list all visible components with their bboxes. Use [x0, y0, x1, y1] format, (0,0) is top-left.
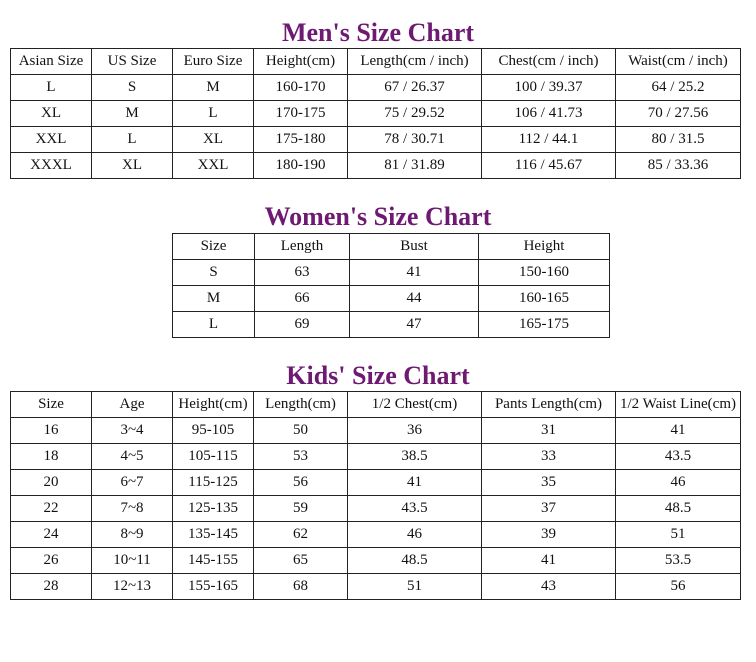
table-cell: 180-190 [254, 153, 348, 179]
table-cell: S [92, 75, 173, 101]
table-cell: 4~5 [92, 444, 173, 470]
table-cell: 135-145 [173, 522, 254, 548]
table-cell: 28 [11, 574, 92, 600]
table-cell: 10~11 [92, 548, 173, 574]
table-cell: 112 / 44.1 [482, 127, 616, 153]
table-row [11, 75, 741, 101]
table-row [11, 548, 741, 574]
women-size-table [172, 233, 610, 338]
table-row [173, 260, 610, 286]
table-cell: 95-105 [173, 418, 254, 444]
table-cell: 26 [11, 548, 92, 574]
table-cell: 56 [616, 574, 741, 600]
table-cell: 69 [255, 312, 350, 338]
table-cell: 145-155 [173, 548, 254, 574]
table-cell: 46 [616, 470, 741, 496]
kids-size-chart-title: Kids' Size Chart [286, 361, 470, 390]
table-cell: 18 [11, 444, 92, 470]
table-cell: 160-165 [479, 286, 610, 312]
table-cell: 44 [350, 286, 479, 312]
table-cell: 31 [482, 418, 616, 444]
column-header: Asian Size [11, 49, 92, 75]
column-header: Height(cm) [173, 392, 254, 418]
table-cell: 85 / 33.36 [616, 153, 741, 179]
table-cell: 68 [254, 574, 348, 600]
table-cell: 62 [254, 522, 348, 548]
table-cell: 53 [254, 444, 348, 470]
table-cell: XL [11, 101, 92, 127]
table-cell: 100 / 39.37 [482, 75, 616, 101]
column-header: Size [173, 234, 255, 260]
table-cell: 22 [11, 496, 92, 522]
table-cell: 56 [254, 470, 348, 496]
table-cell: 125-135 [173, 496, 254, 522]
table-cell: 75 / 29.52 [348, 101, 482, 127]
table-cell: 66 [255, 286, 350, 312]
column-header: US Size [92, 49, 173, 75]
table-row [11, 470, 741, 496]
kids-size-table [10, 391, 741, 600]
men-header-row [11, 49, 741, 75]
table-cell: 36 [348, 418, 482, 444]
table-row [173, 312, 610, 338]
table-cell: 41 [616, 418, 741, 444]
table-cell: 160-170 [254, 75, 348, 101]
table-cell: 20 [11, 470, 92, 496]
table-cell: 175-180 [254, 127, 348, 153]
table-cell: 41 [348, 470, 482, 496]
table-cell: 115-125 [173, 470, 254, 496]
column-header: Bust [350, 234, 479, 260]
table-cell: 116 / 45.67 [482, 153, 616, 179]
table-row [11, 574, 741, 600]
column-header: Age [92, 392, 173, 418]
table-cell: 155-165 [173, 574, 254, 600]
table-row [11, 496, 741, 522]
table-cell: 70 / 27.56 [616, 101, 741, 127]
table-cell: 65 [254, 548, 348, 574]
kids-header-row [11, 392, 741, 418]
table-cell: 43.5 [348, 496, 482, 522]
table-cell: 48.5 [348, 548, 482, 574]
table-cell: 37 [482, 496, 616, 522]
table-cell: L [173, 101, 254, 127]
table-cell: 63 [255, 260, 350, 286]
table-cell: 41 [350, 260, 479, 286]
table-cell: L [11, 75, 92, 101]
table-cell: 150-160 [479, 260, 610, 286]
table-cell: 6~7 [92, 470, 173, 496]
column-header: 1/2 Chest(cm) [348, 392, 482, 418]
table-cell: 81 / 31.89 [348, 153, 482, 179]
table-cell: 67 / 26.37 [348, 75, 482, 101]
column-header: 1/2 Waist Line(cm) [616, 392, 741, 418]
column-header: Pants Length(cm) [482, 392, 616, 418]
table-cell: XL [92, 153, 173, 179]
table-cell: 51 [348, 574, 482, 600]
column-header: Length [255, 234, 350, 260]
table-cell: S [173, 260, 255, 286]
table-cell: 12~13 [92, 574, 173, 600]
table-row [11, 418, 741, 444]
table-cell: 78 / 30.71 [348, 127, 482, 153]
table-row [11, 522, 741, 548]
table-cell: 165-175 [479, 312, 610, 338]
table-cell: 33 [482, 444, 616, 470]
table-cell: 43 [482, 574, 616, 600]
table-cell: 47 [350, 312, 479, 338]
column-header: Size [11, 392, 92, 418]
table-row [173, 286, 610, 312]
table-cell: L [173, 312, 255, 338]
table-cell: M [92, 101, 173, 127]
column-header: Height [479, 234, 610, 260]
table-cell: 43.5 [616, 444, 741, 470]
table-cell: 46 [348, 522, 482, 548]
table-cell: 170-175 [254, 101, 348, 127]
table-cell: M [173, 75, 254, 101]
table-cell: 64 / 25.2 [616, 75, 741, 101]
column-header: Height(cm) [254, 49, 348, 75]
women-header-row [173, 234, 610, 260]
table-cell: 24 [11, 522, 92, 548]
table-cell: 35 [482, 470, 616, 496]
table-cell: 50 [254, 418, 348, 444]
table-cell: 7~8 [92, 496, 173, 522]
table-row [11, 444, 741, 470]
table-cell: 38.5 [348, 444, 482, 470]
men-size-chart-title: Men's Size Chart [281, 18, 475, 47]
table-cell: L [92, 127, 173, 153]
table-row [11, 101, 741, 127]
table-cell: 8~9 [92, 522, 173, 548]
men-size-table [10, 48, 741, 179]
table-cell: XXL [11, 127, 92, 153]
table-cell: 80 / 31.5 [616, 127, 741, 153]
women-size-chart-title: Women's Size Chart [264, 202, 492, 231]
column-header: Length(cm / inch) [348, 49, 482, 75]
table-cell: 59 [254, 496, 348, 522]
table-cell: XXL [173, 153, 254, 179]
table-cell: 39 [482, 522, 616, 548]
table-cell: M [173, 286, 255, 312]
column-header: Waist(cm / inch) [616, 49, 741, 75]
table-cell: 106 / 41.73 [482, 101, 616, 127]
table-cell: 51 [616, 522, 741, 548]
column-header: Euro Size [173, 49, 254, 75]
table-row [11, 127, 741, 153]
table-row [11, 153, 741, 179]
table-cell: 105-115 [173, 444, 254, 470]
table-cell: 3~4 [92, 418, 173, 444]
column-header: Length(cm) [254, 392, 348, 418]
column-header: Chest(cm / inch) [482, 49, 616, 75]
table-cell: XL [173, 127, 254, 153]
table-cell: 41 [482, 548, 616, 574]
table-cell: 53.5 [616, 548, 741, 574]
table-cell: 48.5 [616, 496, 741, 522]
table-cell: 16 [11, 418, 92, 444]
table-cell: XXXL [11, 153, 92, 179]
